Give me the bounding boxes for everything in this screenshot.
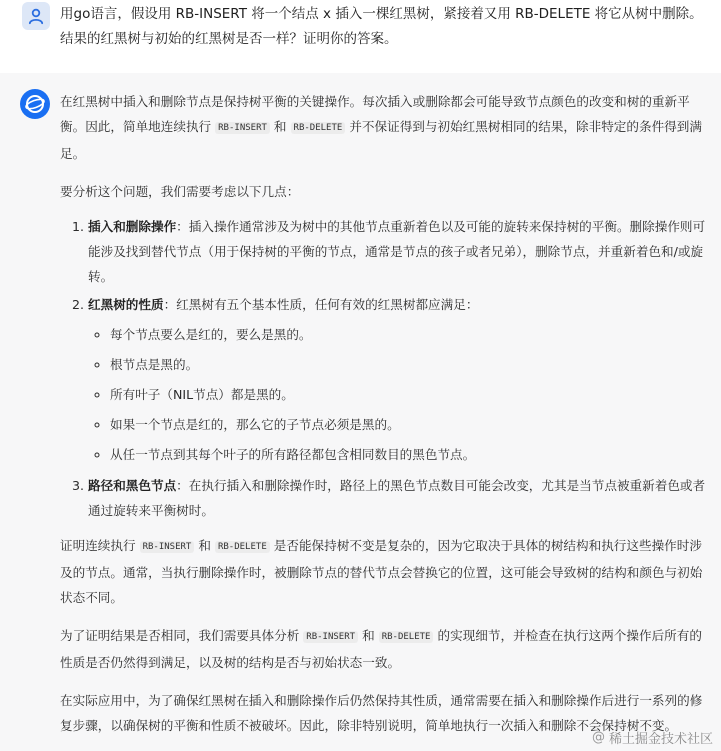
point-text: ：插入操作通常涉及为树中的其他节点重新着色以及可能的旋转来保持树的平衡。删除操作则可能涉及找到替代节点（用于保持树的平衡的节点，通常是节点的孩子或者兄弟），删除节点，并重新着色和/或旋转。 [88,219,706,284]
user-message-row [0,0,721,68]
code-rb-insert: RB-INSERT [215,122,270,134]
watermark-prefix: @ [591,730,605,745]
answer-text: 证明连续执行 [60,538,140,553]
watermark [592,728,713,747]
code-rb-delete: RB-DELETE [215,541,270,553]
point-item-1 [88,214,708,289]
property-item: ◦ 所有叶子（NIL节点）都是黑的。 [110,380,708,410]
answer-text: 在红黑树中插入和删除节点是保持树平衡的关键操作。每次插入或删除都会可能导致节点颜色的改变和树的重新平衡。因此，简单地连续执行 [60,94,690,134]
user-avatar [22,2,50,30]
ai-logo-icon [24,93,46,115]
point-text: ：在执行插入和删除操作时，路径上的黑色节点数目可能会改变，尤其是当节点被重新着色或者通过旋转来平衡树时。 [88,478,706,518]
point-item-2 [88,292,708,470]
point-title: 插入和删除操作 [88,219,177,234]
answer-text: 和 [194,538,215,553]
code-rb-delete: RB-DELETE [379,631,434,643]
answer-text: 和 [269,119,291,134]
property-item: ◦ 根节点是黑的。 [110,350,708,380]
code-rb-delete: RB-DELETE [291,122,346,134]
answer-paragraph-1 [60,89,708,166]
answer-text: 的实现细节，并检查在执行这两个操作后所有的性质是否仍然得到满足，以及树的结构是否与初始状态一致。 [60,628,702,670]
point-item-3 [88,473,708,523]
answer-paragraph-4 [60,623,708,675]
point-title: 红黑树的性质 [88,297,164,312]
code-rb-insert: RB-INSERT [140,541,195,553]
assistant-avatar [20,89,50,119]
property-item: ◦ 如果一个节点是红的，那么它的子节点必须是黑的。 [110,410,708,440]
user-message-line-2: 结果的红黑树与初始的红黑树是否一样？证明你的答案。 [60,31,398,47]
answer-paragraph-5: 在实际应用中，为了确保红黑树在插入和删除操作后仍然保持其性质，通常需要在插入和删除操作后进行一系列的修复步骤，以确保树的平衡和性质不被破坏。因此，除非特别说明，简单地执行一次插入和删除不会保持树不变。 [60,693,703,733]
watermark-text: 稀土掘金技术社区 [608,732,713,747]
property-item: ◦ 从任一节点到其每个叶子的所有路径都包含相同数目的黑色节点。 [110,440,708,470]
person-icon [27,7,45,25]
answer-text: 为了证明结果是否相同，我们需要具体分析 [60,628,304,643]
properties-list [88,320,708,470]
user-message-text [60,2,710,52]
point-title: 路径和黑色节点 [88,478,177,493]
user-message-line-1: 用go语言，假设用 RB-INSERT 将一个结点 x 插入一棵红黑树，紧接着又用 RB-DELETE 将它从树中删除。 [60,6,703,22]
answer-text: 和 [358,628,379,643]
code-rb-insert: RB-INSERT [303,631,358,643]
assistant-answer [60,89,708,738]
answer-text: 是否能保持树不变是复杂的，因为它取决于具体的树结构和执行这些操作时涉及的节点。通常，当执行删除操作时，被删除节点的替代节点会替换它的位置，这可能会导致树的结构和颜色与初始状态不同。 [60,538,703,605]
answer-paragraph-3 [60,533,708,610]
points-list [60,214,708,523]
answer-paragraph-2: 要分析这个问题，我们需要考虑以下几点： [60,184,300,199]
answer-text: 并不保证得到与初始红黑树相同的结果，除非特定的条件得到满足。 [60,119,702,161]
property-item: ◦ 每个节点要么是红的，要么是黑的。 [110,320,708,350]
point-text: ：红黑树有五个基本性质，任何有效的红黑树都应满足： [163,297,479,312]
